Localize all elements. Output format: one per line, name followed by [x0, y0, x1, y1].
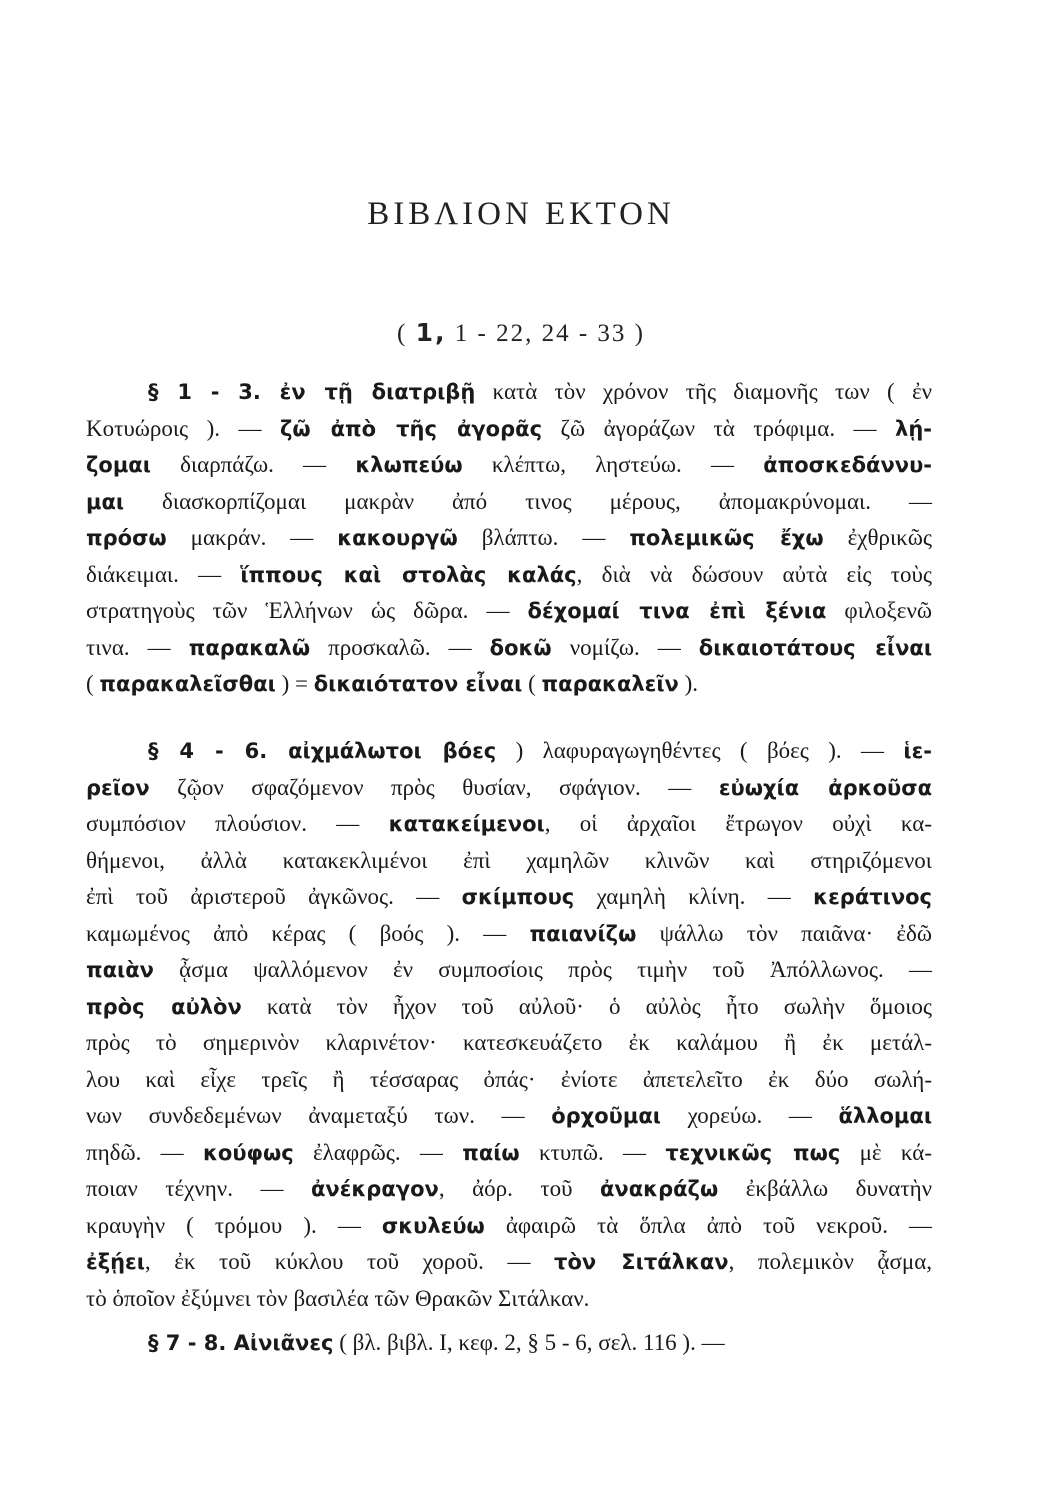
paragraph-1-3: [86, 374, 932, 703]
gloss-text: ζῶ ἀγοράζων τὰ τρόφιμα. —: [542, 415, 896, 441]
lemma-term: ἱε-: [903, 739, 932, 763]
text-line: [86, 630, 932, 667]
gloss-text: νομίζω. —: [551, 634, 699, 660]
gloss-text: ἐπὶ τοῦ ἀριστεροῦ ἀγκῶνος. —: [86, 884, 462, 909]
gloss-text: θήμενοι, ἀλλὰ κατακεκλιμένοι ἐπὶ χαμηλῶν κλινῶν καὶ στηριζόμενοι: [86, 847, 932, 873]
lemma-term: § 4 - 6. αἰχμάλωτοι βόες: [148, 739, 497, 763]
lemma-term: κούφως: [203, 1140, 294, 1165]
text-line: [86, 843, 932, 880]
lemma-term: παιανίζω: [529, 921, 637, 946]
gloss-text: , ἐκ τοῦ κύκλου τοῦ χοροῦ. —: [144, 1249, 555, 1274]
range-sections: 1 - 22, 24 - 33 ): [446, 320, 645, 347]
lemma-term: ἀνέκραγον: [310, 1177, 439, 1201]
gloss-text: ).: [678, 671, 699, 696]
paragraph-7-8: [86, 1325, 932, 1362]
gloss-text: στρατηγοὺς τῶν Ἑλλήνων ὡς δῶρα. —: [86, 598, 528, 623]
lemma-term: ἀνακράζω: [600, 1177, 719, 1201]
lemma-term: ζῶ ἀπὸ τῆς ἀγορᾶς: [279, 416, 543, 441]
gloss-text: προσκαλῶ. —: [310, 634, 490, 660]
lemma-term: σκίμπους: [461, 885, 575, 909]
lemma-term: πρόσω: [86, 526, 167, 550]
gloss-text: ( βλ. βιβλ. Ι, κεφ. 2, § 5 - 6, σελ. 116 ). —: [333, 1330, 725, 1355]
gloss-text: ποιαν τέχνην. —: [86, 1176, 311, 1201]
lemma-term: δικαιότατον εἶναι: [313, 672, 523, 696]
text-line: [86, 520, 932, 557]
gloss-text: μὲ κά-: [840, 1139, 932, 1165]
gloss-text: φιλοξενῶ: [826, 598, 932, 623]
text-line: [86, 916, 932, 953]
gloss-text: ζῷον σφαζόμενον πρὸς θυσίαν, σφάγιον. —: [149, 774, 719, 800]
text-line: [86, 1208, 932, 1245]
text-line: [86, 1171, 932, 1208]
gloss-text: νων συνδεδεμένων ἀναμεταξύ των. —: [86, 1103, 552, 1128]
gloss-text: συμπόσιον πλούσιον. —: [86, 811, 389, 836]
lemma-term: μαι: [86, 489, 125, 514]
gloss-text: μακράν. —: [166, 525, 338, 550]
text-line: [86, 484, 932, 521]
lemma-term: πρὸς αὐλὸν: [86, 994, 242, 1019]
text-line: [86, 770, 932, 807]
lemma-term: παίω: [462, 1140, 520, 1165]
lemma-term: ἅλλομαι: [838, 1104, 932, 1128]
gloss-text: κραυγὴν ( τρόμου ). —: [86, 1212, 382, 1238]
text-line: [86, 374, 932, 411]
gloss-text: (: [522, 671, 542, 696]
lemma-term: κατακείμενοι: [388, 812, 545, 836]
lemma-term: ἐξῄει: [86, 1250, 145, 1274]
gloss-text: διασκορπίζομαι μακρὰν ἀπό τινος μέρους, ἀπομακρύνομαι. —: [124, 488, 932, 514]
lemma-term: ἀποσκεδάννυ-: [763, 453, 932, 477]
text-line: [86, 1325, 932, 1362]
lemma-term: σκυλεύω: [381, 1213, 485, 1238]
gloss-text: διάκειμαι. —: [86, 561, 241, 587]
gloss-text: κλέπτω, ληστεύω. —: [462, 452, 764, 477]
gloss-text: ἐχθρικῶς: [823, 525, 932, 550]
gloss-text: κατὰ τὸν χρόνον τῆς διαμονῆς των ( ἐν: [475, 379, 932, 404]
text-line: [86, 989, 932, 1026]
gloss-text: , ἀόρ. τοῦ: [438, 1176, 600, 1201]
text-line: [86, 806, 932, 843]
text-line: [86, 952, 932, 989]
text-line: [86, 1062, 932, 1099]
lemma-term: § 7 - 8. Αἰνιᾶνες: [148, 1331, 334, 1355]
lemma-term: § 1 - 3. ἐν τῇ διατριβῇ: [148, 380, 476, 404]
gloss-text: ψάλλω τὸν παιᾶνα· ἐδῶ: [636, 920, 932, 946]
lemma-term: δικαιοτάτους εἶναι: [698, 635, 933, 660]
lemma-term: ρεῖον: [86, 775, 150, 800]
text-line: [86, 411, 932, 448]
lemma-term: ζομαι: [86, 453, 151, 477]
gloss-text: κτυπῶ. —: [519, 1139, 666, 1165]
lemma-term: πολεμικῶς ἔχω: [629, 526, 824, 550]
gloss-text: ) =: [275, 671, 314, 696]
lemma-term: κεράτινος: [813, 885, 933, 909]
gloss-text: χαμηλὴ κλίνη. —: [574, 884, 814, 909]
gloss-text: τινα. —: [86, 634, 189, 660]
gloss-text: Κοτυώροις ). —: [86, 415, 280, 441]
lemma-term: τεχνικῶς πως: [665, 1140, 841, 1165]
lemma-term: παρακαλεῖν: [541, 672, 679, 696]
lemma-term: παρακαλεῖσθαι: [99, 672, 276, 696]
gloss-text: λου καὶ εἶχε τρεῖς ἢ τέσσαρας ὀπάς· ἐνίοτε ἀπετελεῖτο ἐκ δύο σωλή-: [86, 1066, 932, 1092]
text-line: [86, 1135, 932, 1172]
gloss-text: ) λαφυραγωγηθέντες ( βόες ). —: [496, 738, 904, 763]
gloss-text: πηδῶ. —: [86, 1139, 203, 1165]
gloss-text: ᾆσμα ψαλλόμενον ἐν συμποσίοις πρὸς τιμὴν τοῦ Ἀπόλλωνος. —: [153, 957, 932, 982]
gloss-text: κατὰ τὸν ἦχον τοῦ αὐλοῦ· ὁ αὐλὸς ἦτο σωλὴν ὅμοιος: [241, 993, 933, 1019]
text-line: [86, 1098, 932, 1135]
gloss-text: διαρπάζω. —: [150, 452, 356, 477]
text-line: [86, 593, 932, 630]
range-chapter: 1,: [415, 318, 447, 347]
gloss-text: χορεύω. —: [660, 1103, 839, 1128]
gloss-text: (: [86, 671, 100, 696]
lemma-term: παιὰν: [86, 958, 154, 982]
lemma-term: δοκῶ: [489, 635, 552, 660]
lemma-term: ὀρχοῦμαι: [551, 1104, 661, 1128]
text-line: [86, 666, 932, 703]
gloss-text: ἐλαφρῶς. —: [293, 1139, 463, 1165]
text-line: [86, 557, 932, 594]
gloss-text: ἀφαιρῶ τὰ ὅπλα ἀπὸ τοῦ νεκροῦ. —: [484, 1212, 932, 1238]
lemma-term: λῄ-: [895, 416, 932, 441]
gloss-text: , οἱ ἀρχαῖοι ἔτρωγον οὐχὶ κα-: [544, 811, 932, 836]
text-line: [86, 1244, 932, 1281]
paragraph-4-6: [86, 733, 932, 1317]
gloss-text: πρὸς τὸ σημερινὸν κλαρινέτον· κατεσκευάζετο ἐκ καλάμου ἢ ἐκ μετάλ-: [86, 1030, 932, 1055]
lemma-term: τὸν Σιτάλκαν: [554, 1250, 729, 1274]
text-line: [86, 1025, 932, 1062]
range-open: (: [397, 320, 416, 347]
lemma-term: κακουργῶ: [337, 526, 458, 550]
lemma-term: ἵππους καὶ στολὰς καλάς: [240, 562, 577, 587]
lemma-term: κλωπεύω: [355, 453, 463, 477]
gloss-text: , διὰ νὰ δώσουν αὐτὰ εἰς τοὺς: [576, 561, 932, 587]
text-line: [86, 733, 932, 770]
gloss-text: τὸ ὁποῖον ἐξύμνει τὸν βασιλέα τῶν Θρακῶν Σιτάλκαν.: [86, 1285, 590, 1311]
text-line: [86, 879, 932, 916]
lemma-term: παρακαλῶ: [188, 635, 311, 660]
book-title: ΒΙΒΛΙΟΝ ΕΚΤΟΝ: [367, 196, 675, 232]
text-line: [86, 447, 932, 484]
lemma-term: εὐωχία ἀρκοῦσα: [718, 775, 932, 800]
chapter-range: [0, 318, 1042, 348]
text-line: [86, 1281, 932, 1318]
gloss-text: , πολεμικὸν ᾆσμα,: [728, 1249, 932, 1274]
gloss-text: βλάπτω. —: [457, 525, 630, 550]
gloss-text: καμωμένος ἀπὸ κέρας ( βοός ). —: [86, 920, 530, 946]
gloss-text: ἐκβάλλω δυνατὴν: [718, 1176, 933, 1201]
lemma-term: δέχομαί τινα ἐπὶ ξένια: [527, 599, 827, 623]
